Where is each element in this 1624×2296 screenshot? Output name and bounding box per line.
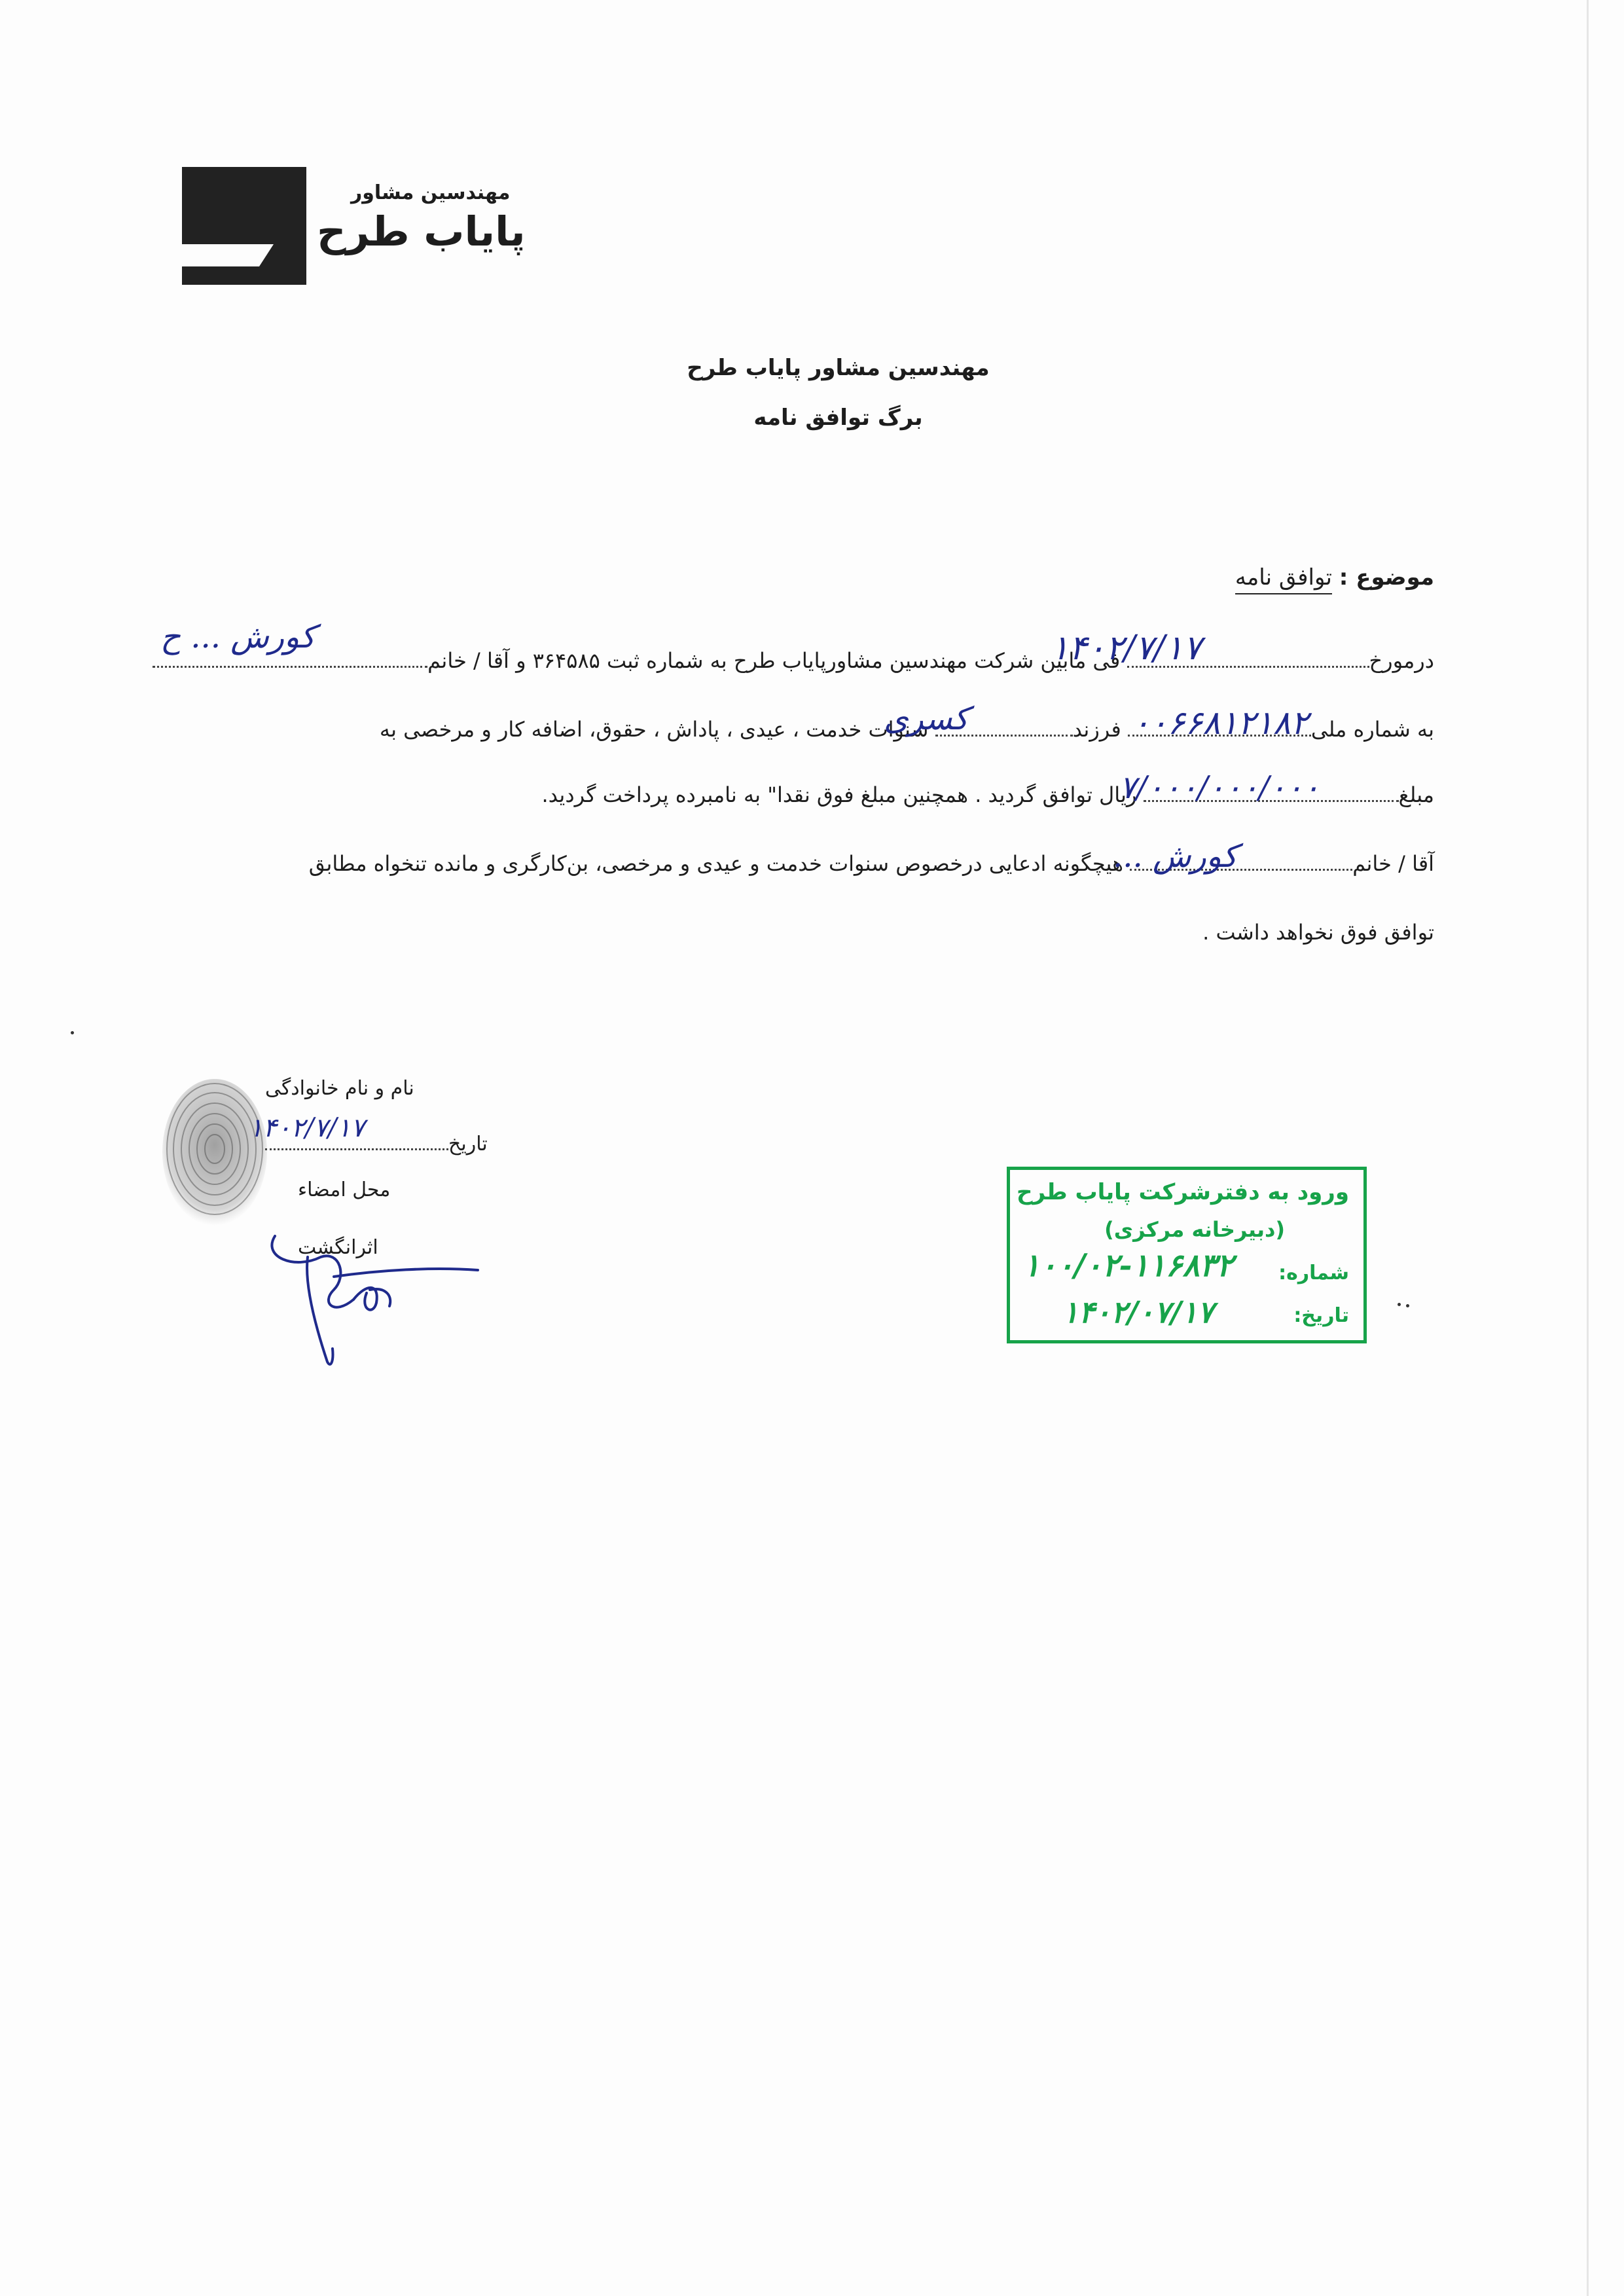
- handwritten-name: کورش ... ح: [160, 619, 316, 655]
- line3-text: ریال توافق گردید . همچنین مبلغ فوق نقدا" به نامبرده پرداخت گردید.: [541, 782, 1137, 807]
- fingerprint-icon: [156, 1074, 274, 1233]
- stamp-number-label: شماره:: [1278, 1262, 1349, 1285]
- handwritten-date: ۱۴۰۲/۷/۱۷: [1051, 629, 1202, 668]
- name-label: نام و نام خانوادگی: [265, 1077, 414, 1100]
- date-label: تاریخ: [448, 1133, 488, 1156]
- scan-edge: [1587, 0, 1589, 2296]
- logo-subtitle: مهندسین مشاور: [351, 181, 511, 204]
- father-label: فرزند: [1072, 717, 1121, 742]
- name-field: [153, 666, 427, 668]
- body-line-4: [309, 851, 1434, 876]
- stamp-subtitle: (دبیرخانه مرکزی): [1104, 1217, 1285, 1242]
- signature-image: [262, 1231, 497, 1384]
- subject-value: توافق نامه: [1235, 564, 1332, 594]
- company-logo: [182, 167, 526, 285]
- fingerprint-label: اثرانگشت: [298, 1236, 378, 1259]
- amount-prefix: مبلغ: [1398, 782, 1434, 807]
- sign-date-field: [265, 1148, 448, 1150]
- stamp-date-value: ۱۴۰۲/۰۷/۱۷: [1062, 1294, 1214, 1330]
- handwritten-amount: ۷/۰۰۰/۰۰۰/۰۰۰: [1119, 769, 1320, 806]
- scan-speck: [1406, 1304, 1409, 1307]
- scan-speck: [71, 1031, 74, 1034]
- registry-stamp: [1007, 1167, 1367, 1343]
- stamp-date-label: تاریخ:: [1293, 1304, 1349, 1327]
- line4-prefix: آقا / خانم: [1352, 851, 1434, 876]
- stamp-number-value: ۱۰۰/۰۲-۱۱۶۸۳۲: [1023, 1247, 1234, 1284]
- logo-name: پایاب طرح: [317, 208, 526, 255]
- form-title: برگ توافق نامه: [753, 405, 923, 431]
- national-id-prefix: به شماره ملی: [1310, 717, 1434, 742]
- line1-text: فی مابین شرکت مهندسین مشاورپایاب طرح به شماره ثبت ۳۶۴۵۸۵ و آقا / خانم: [427, 648, 1121, 673]
- scan-speck: [1398, 1303, 1401, 1306]
- handwritten-name-2: کورش ...: [1113, 838, 1238, 875]
- line4-text: هیچگونه ادعایی درخصوص سنوات خدمت و عیدی و مرخصی، بن‌کارگری و مانده تنخواه مطابق: [308, 851, 1124, 876]
- document-title: مهندسین مشاور پایاب طرح: [687, 355, 990, 381]
- line2-text: سنوات خدمت ، عیدی ، پاداش ، حقوق، اضافه کار و مرخصی به: [379, 717, 929, 742]
- sign-label: محل امضاء: [298, 1178, 391, 1201]
- subject-line: [1235, 564, 1434, 591]
- subject-label: موضوع :: [1339, 564, 1434, 591]
- logo-mark-icon: [182, 167, 306, 285]
- date-prefix: درمورخ: [1369, 648, 1434, 673]
- stamp-title: ورود به دفترشرکت پایاب طرح: [1016, 1179, 1349, 1205]
- handwritten-national-id: ۰۰۶۶۸۱۲۱۸۲: [1132, 704, 1308, 742]
- body-line-1: [153, 648, 1434, 673]
- handwritten-father-name: کسری: [884, 701, 969, 737]
- handwritten-sign-date: ۱۴۰۲/۷/۱۷: [249, 1113, 365, 1143]
- body-line-5: توافق فوق نخواهد داشت .: [1202, 920, 1434, 945]
